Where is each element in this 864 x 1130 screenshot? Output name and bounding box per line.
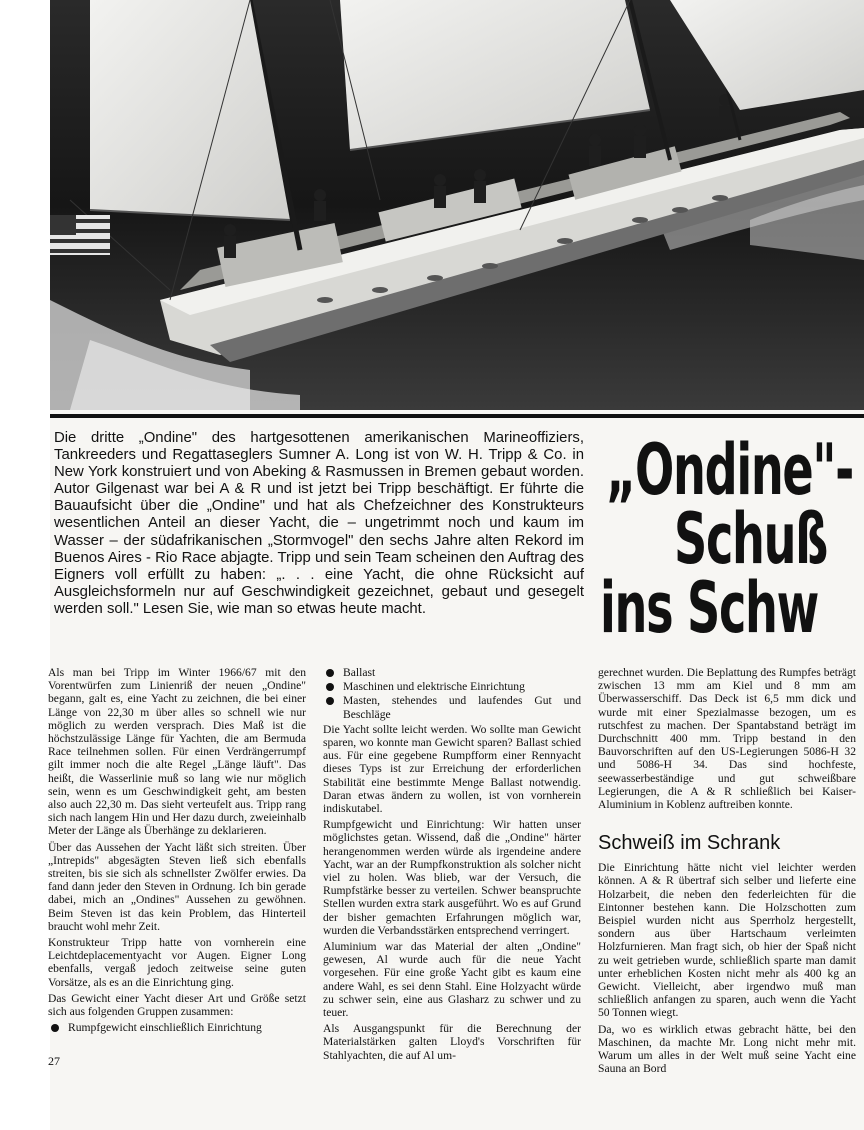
bullet-icon (326, 697, 334, 705)
paragraph: Aluminium war das Material der alten „Ondine" gewesen, Al wurde auch für die neue Yacht vorgesehen. Für eine große Yacht gibt es kaum eine andere Wahl, es sei denn Stahl. Eine Holzyacht würde zu schwer sein, eine aus Glasharz zu schwer und zu teuer. (323, 940, 581, 1020)
paragraph: gerechnet wurden. Die Beplattung des Rumpfes beträgt zwischen 13 mm am Kiel und 8 mm am Überwasserschiff. Das Deck ist 6,5 mm dick und wurde mit einer Spezialmasse bezogen, um es rutschfest zu machen. Der Spantabstand beträgt im Durchschnitt 400 mm. Tripp bestand in den Bauvorschriften auf den US-Legierungen 5086-H 32 und 5086-H 34. Das sind hochfeste, seewasserbeständige und gut schweißbare Legierungen, die A & R schließlich bei Kaiser-Aluminium in Koblenz auftreiben konnte. (598, 666, 856, 812)
headline-line-3: ins Schw (600, 567, 818, 649)
article-column-1 (48, 666, 306, 1036)
yacht-photo (50, 0, 864, 410)
weight-groups-list (323, 666, 581, 721)
headline-line-1: „Ondine"- (606, 429, 854, 511)
paragraph: Die Yacht sollte leicht werden. Wo sollte man Gewicht sparen, wo konnte man Gewicht sparen? Ballast schied aus. Für eine gegebene Rumpfform einer Rennyacht dieses Typs ist zur Erreichung der erforderlichen Stabilität eine bestimmte Menge Ballast notwendig. Daran etwas ändern zu wollen, ist von vornherein indiskutabel. (323, 722, 581, 816)
section-subhead: Schweiß im Schrank (598, 832, 781, 855)
paragraph: Die Einrichtung hätte nicht viel leichter werden können. A & R übertraf sich selber und lieferte eine Holzarbeit, die neben den federleichten für die Eintonner bestehen kann. Die Holzschotten zum Beispiel wurden nicht aus Sperrholz hergestellt, sondern aus über Hartschaum verleimten Holzfurnieren. Man fragt sich, ob hier der Spaß nicht zu weit getrieben wurde, schließlich sparte man damit unter erheblichen Kosten nicht mehr als 400 kg an Gewicht. Vielleicht, aber irgendwo muß man schließlich anfangen zu sparen, auch wenn die Yacht 50 Tonnen wiegt. (598, 861, 856, 1020)
intro-text: Die dritte „Ondine" des hartgesottenen amerikanischen Marineoffiziers, Tankreeders und Regattaseglers Sumner A. Long ist von W. H. Tripp & Co. in New York konstruiert und von Abeking & Rasmussen in Bremen gebaut worden. Autor Gilgenast war bei A & R und ist jetzt bei Tripp beschäftigt. Er führte die Bauaufsicht über die „Ondine" und hat als Chefzeichner des Konstrukteurs wesentlichen Anteil an dieser Yacht, die – ungetrimmt noch und kaum im Wasser – der südafrikanischen „Stormvogel" den sechs Jahre alten Rekord im Buenos Aires - Rio Race abjagte. Tripp und sein Team scheinen den Auftrag des Eigners voll erfüllt zu haben: „. . . eine Yacht, die ohne Rücksicht auf Ausgleichsformeln nur auf Geschwindigkeit gezeichnet, gebaut und gesegelt werden soll." Lesen Sie, wie man so etwas heute macht. (54, 430, 584, 617)
headline-line-2: Schuß (674, 498, 828, 580)
paragraph: Als man bei Tripp im Winter 1966/67 mit den Vorentwürfen zum Linienriß der neuen „Ondine" begann, galt es, eine Yacht zu zeichnen, die bei einer Länge von 22,30 m über alles so schnell wie nur möglich zu werden versprach. Dies Maß ist die höchstzulässige Länge für Yachten, die am Bermuda Race teilnehmen sollen. Für einen Verdrängerrumpf gilt immer noch die alte Regel „Länge läuft". Das heißt, die Wasserlinie muß so lang wie nur möglich sein, wenn es um Geschwindigkeit geht, am besten also auch 22,30 m. Das sieht verteufelt aus. Tripp rang sich nach langem Hin und Her dazu durch, zweieinhalb Meter der Länge als Überhänge zu deklarieren. (48, 666, 306, 838)
article-column-3 (598, 666, 856, 1078)
separator-rule (50, 414, 864, 418)
paragraph: Konstrukteur Tripp hatte von vornherein eine Leichtdeplacementyacht vor Augen. Eigner Long ebenfalls, vergaß jedoch zeitweise seine guten Vorsätze, als es an die Einrichtung ging. (48, 936, 306, 989)
page-number: 27 (48, 1054, 60, 1068)
weight-groups-list (48, 1021, 306, 1034)
page-margin (0, 0, 50, 1130)
article-column-2 (323, 666, 581, 1065)
paragraph: Da, wo es wirklich etwas gebracht hätte, bei den Maschinen, da machte Mr. Long nicht mehr mit. Warum um alles in der Welt muß seine Yacht eine Sauna an Bord (598, 1022, 856, 1076)
paragraph: Das Gewicht einer Yacht dieser Art und Größe setzt sich aus folgenden Gruppen zusammen: (48, 991, 306, 1019)
bullet-icon (326, 683, 334, 691)
list-item: Rumpfgewicht einschließlich Einrichtung (48, 1021, 306, 1034)
bullet-icon (326, 669, 334, 677)
paragraph: Als Ausgangspunkt für die Berechnung der Materialstärken galten Lloyd's Vorschriften für Stahlyachten, die auf Al um- (323, 1022, 581, 1062)
headline (598, 427, 864, 657)
list-item: Maschinen und elektrische Einrichtung (323, 680, 581, 693)
list-item: Masten, stehendes und laufendes Gut und Beschläge (323, 694, 581, 720)
paragraph: Über das Aussehen der Yacht läßt sich streiten. Über „Intrepids" abgesägten Steven ließ sich ebenfalls streiten, bis sie sich als schnellster Zwölfer erwies. Da fand dann jeder den Steven in Ordnung. Ich bin gerade dabei, mich an „Ondines" Aussehen zu gewöhnen. Beim Steven ist das kein Problem, das Hinterteil braucht wohl mehr Zeit. (48, 840, 306, 933)
bullet-icon (51, 1024, 59, 1032)
list-item: Ballast (323, 666, 581, 679)
paragraph: Rumpfgewicht und Einrichtung: Wir hatten unser möglichstes getan. Wissend, daß die „Ondine" härter herangenommen werden würde als irgendeine andere Yacht, war an der Rumpfkonstruktion als solcher nicht viel zu holen. Was blieb, war der Versuch, die Rumpfstärke besser zu verteilen. Schwer beanspruchte Stellen wurden extra stark ausgeführt. Wo es auf Grund der bisher gemachten Erfahrungen möglich war, wurden die Verbandsstärken entsprechend verringert. (323, 818, 581, 937)
